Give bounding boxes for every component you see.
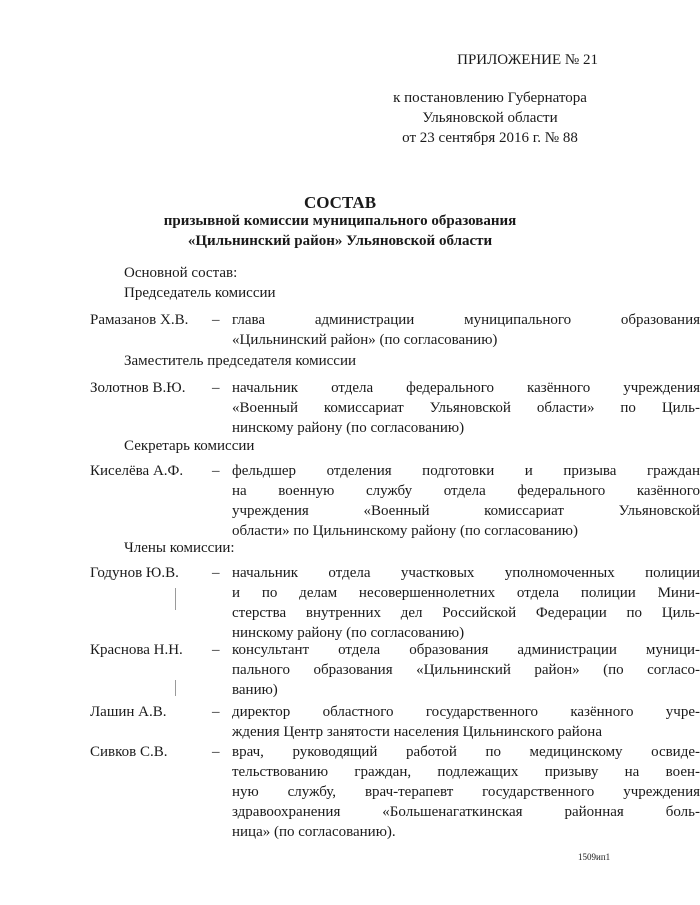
appendix-line: к постановлению Губернатора xyxy=(393,90,587,106)
document-title: СОСТАВ xyxy=(303,193,377,212)
position-line: ница» (по согласованию). xyxy=(232,824,396,840)
document-subtitle xyxy=(60,211,620,251)
footer-code: 1509ип1 xyxy=(578,852,611,862)
subtitle-line: призывной комиссии муниципального образования xyxy=(163,213,517,229)
position-line: ждения Центр занятости населения Цильнинского района xyxy=(232,724,602,740)
scan-mark xyxy=(175,588,176,610)
member-position xyxy=(232,378,700,438)
appendix-reference xyxy=(380,88,600,148)
dash: – xyxy=(212,565,220,581)
position-line: начальник отдела участковых уполномоченных полиции xyxy=(232,565,700,581)
position-line: учреждения «Военный комиссариат Ульяновской xyxy=(232,503,700,519)
member-name: Краснова Н.Н. xyxy=(90,642,183,658)
member-name: Золотнов В.Ю. xyxy=(90,380,186,396)
scan-mark xyxy=(175,680,176,696)
appendix-line: Ульяновской области xyxy=(422,110,558,126)
position-line: глава администрации муниципального образования xyxy=(232,312,700,328)
position-line: ную службу, врач-терапевт государственного учреждения xyxy=(232,784,700,800)
position-line: на военную службу отдела федерального казённого xyxy=(232,483,700,499)
position-line: нинскому району (по согласованию) xyxy=(232,420,465,436)
position-line: пального образования «Цильнинский район» (по согласо- xyxy=(232,662,700,678)
member-position xyxy=(232,310,700,350)
member-name: Сивков С.В. xyxy=(90,744,168,760)
section-secretary: Секретарь комиссии xyxy=(124,438,255,454)
subtitle-line: «Цильнинский район» Ульяновской области xyxy=(187,233,493,249)
dash: – xyxy=(212,312,220,328)
dash: – xyxy=(212,380,220,396)
position-line: стерства внутренних дел Российской Федерации по Циль- xyxy=(232,605,700,621)
member-name: Лашин А.В. xyxy=(90,704,167,720)
position-line: «Военный комиссариат Ульяновской области» по Циль- xyxy=(232,400,700,416)
member-name: Годунов Ю.В. xyxy=(90,565,179,581)
appendix-title: ПРИЛОЖЕНИЕ № 21 xyxy=(457,52,598,68)
position-line: директор областного государственного казённого учре- xyxy=(232,704,700,720)
position-line: консультант отдела образования администрации муници- xyxy=(232,642,700,658)
section-main-composition: Основной состав: xyxy=(124,265,238,281)
dash: – xyxy=(212,704,220,720)
member-position xyxy=(232,461,700,541)
position-line: начальник отдела федерального казённого учреждения xyxy=(232,380,700,396)
position-line: здравоохранения «Большенагаткинская районная боль- xyxy=(232,804,700,820)
position-line: ванию) xyxy=(232,682,278,698)
member-name: Киселёва А.Ф. xyxy=(90,463,184,479)
dash: – xyxy=(212,642,220,658)
position-line: нинскому району (по согласованию) xyxy=(232,625,465,641)
position-line: области» по Цильнинскому району (по согласованию) xyxy=(232,523,578,539)
position-line: и по делам несовершеннолетних отдела полиции Мини- xyxy=(232,585,700,601)
position-line: тельствованию граждан, подлежащих призыву на воен- xyxy=(232,764,700,780)
member-name: Рамазанов Х.В. xyxy=(90,312,189,328)
dash: – xyxy=(212,744,220,760)
section-deputy-chair: Заместитель председателя комиссии xyxy=(124,353,357,369)
member-position xyxy=(232,742,700,842)
member-position xyxy=(232,563,700,643)
position-line: врач, руководящий работой по медицинскому освиде- xyxy=(232,744,700,760)
member-position xyxy=(232,640,700,700)
appendix-line: от 23 сентября 2016 г. № 88 xyxy=(402,130,578,146)
position-line: фельдшер отделения подготовки и призыва граждан xyxy=(232,463,700,479)
section-members: Члены комиссии: xyxy=(124,540,235,556)
dash: – xyxy=(212,463,220,479)
member-position xyxy=(232,702,700,742)
position-line: «Цильнинский район» (по согласованию) xyxy=(232,332,498,348)
section-chair: Председатель комиссии xyxy=(124,285,276,301)
